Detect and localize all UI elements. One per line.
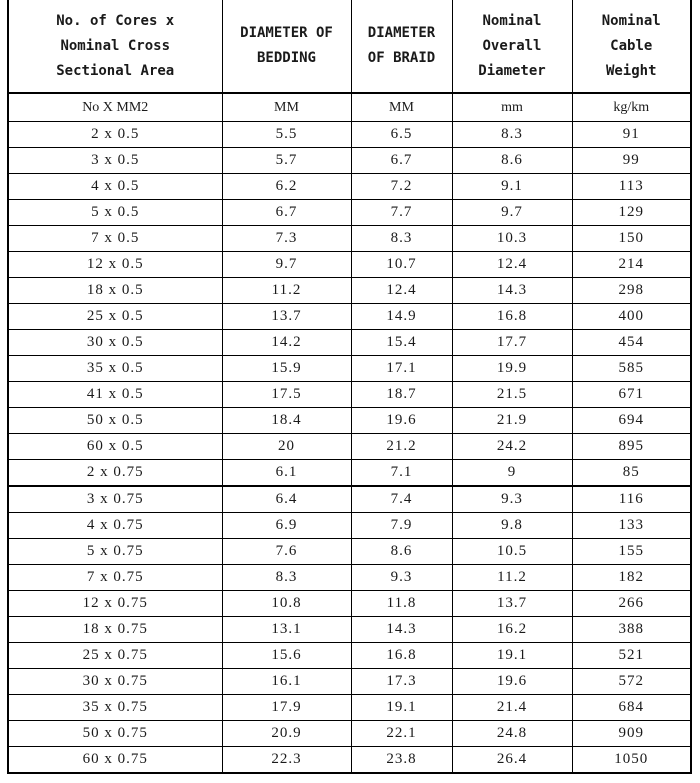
braid-diameter-cell: 17.1 xyxy=(351,356,452,382)
weight-cell: 694 xyxy=(572,408,691,434)
overall-diameter-cell: 14.3 xyxy=(452,278,572,304)
weight-cell: 182 xyxy=(572,565,691,591)
weight-cell: 116 xyxy=(572,486,691,513)
size-cell: 4 x 0.75 xyxy=(8,513,222,539)
header-overall-diameter: Nominal Overall Diameter xyxy=(452,0,572,93)
bedding-diameter-cell: 20.9 xyxy=(222,721,351,747)
bedding-diameter-cell: 16.1 xyxy=(222,669,351,695)
braid-diameter-cell: 14.3 xyxy=(351,617,452,643)
size-cell: 60 x 0.5 xyxy=(8,434,222,460)
size-cell: 30 x 0.75 xyxy=(8,669,222,695)
weight-cell: 214 xyxy=(572,252,691,278)
size-cell: 7 x 0.5 xyxy=(8,226,222,252)
bedding-diameter-cell: 20 xyxy=(222,434,351,460)
weight-cell: 85 xyxy=(572,460,691,487)
cable-spec-table-container xyxy=(7,0,692,774)
overall-diameter-cell: 13.7 xyxy=(452,591,572,617)
weight-cell: 400 xyxy=(572,304,691,330)
braid-diameter-cell: 7.1 xyxy=(351,460,452,487)
bedding-diameter-cell: 18.4 xyxy=(222,408,351,434)
overall-diameter-cell: 19.1 xyxy=(452,643,572,669)
bedding-diameter-cell: 13.7 xyxy=(222,304,351,330)
table-row xyxy=(8,382,691,408)
braid-diameter-cell: 9.3 xyxy=(351,565,452,591)
weight-cell: 150 xyxy=(572,226,691,252)
header-diameter-bedding: DIAMETER OF BEDDING xyxy=(222,0,351,93)
bedding-diameter-cell: 15.6 xyxy=(222,643,351,669)
bedding-diameter-cell: 7.6 xyxy=(222,539,351,565)
cable-spec-table xyxy=(7,0,692,774)
braid-diameter-cell: 18.7 xyxy=(351,382,452,408)
table-row xyxy=(8,148,691,174)
weight-cell: 99 xyxy=(572,148,691,174)
braid-diameter-cell: 23.8 xyxy=(351,747,452,774)
overall-diameter-cell: 16.2 xyxy=(452,617,572,643)
bedding-diameter-cell: 6.2 xyxy=(222,174,351,200)
braid-diameter-cell: 21.2 xyxy=(351,434,452,460)
weight-cell: 266 xyxy=(572,591,691,617)
bedding-diameter-cell: 17.9 xyxy=(222,695,351,721)
braid-diameter-cell: 8.6 xyxy=(351,539,452,565)
table-row xyxy=(8,643,691,669)
braid-diameter-cell: 7.2 xyxy=(351,174,452,200)
table-row xyxy=(8,330,691,356)
weight-cell: 129 xyxy=(572,200,691,226)
table-row xyxy=(8,513,691,539)
bedding-diameter-cell: 5.5 xyxy=(222,122,351,148)
size-cell: 5 x 0.75 xyxy=(8,539,222,565)
braid-diameter-cell: 16.8 xyxy=(351,643,452,669)
braid-diameter-cell: 7.7 xyxy=(351,200,452,226)
braid-diameter-cell: 12.4 xyxy=(351,278,452,304)
header-row xyxy=(8,0,691,93)
overall-diameter-cell: 9.7 xyxy=(452,200,572,226)
bedding-diameter-cell: 9.7 xyxy=(222,252,351,278)
braid-diameter-cell: 7.9 xyxy=(351,513,452,539)
weight-cell: 521 xyxy=(572,643,691,669)
weight-cell: 671 xyxy=(572,382,691,408)
weight-cell: 113 xyxy=(572,174,691,200)
bedding-diameter-cell: 6.7 xyxy=(222,200,351,226)
overall-diameter-cell: 24.8 xyxy=(452,721,572,747)
size-cell: 50 x 0.5 xyxy=(8,408,222,434)
braid-diameter-cell: 22.1 xyxy=(351,721,452,747)
overall-diameter-cell: 10.5 xyxy=(452,539,572,565)
braid-diameter-cell: 6.5 xyxy=(351,122,452,148)
overall-diameter-cell: 9.3 xyxy=(452,486,572,513)
bedding-diameter-cell: 13.1 xyxy=(222,617,351,643)
bedding-diameter-cell: 5.7 xyxy=(222,148,351,174)
size-cell: 35 x 0.5 xyxy=(8,356,222,382)
bedding-diameter-cell: 17.5 xyxy=(222,382,351,408)
overall-diameter-cell: 9.1 xyxy=(452,174,572,200)
unit-cell: No X MM2 xyxy=(8,93,222,122)
size-cell: 41 x 0.5 xyxy=(8,382,222,408)
overall-diameter-cell: 21.4 xyxy=(452,695,572,721)
braid-diameter-cell: 19.6 xyxy=(351,408,452,434)
size-cell: 18 x 0.5 xyxy=(8,278,222,304)
weight-cell: 133 xyxy=(572,513,691,539)
header-cores-cross-section: No. of Cores x Nominal Cross Sectional Area xyxy=(8,0,222,93)
size-cell: 30 x 0.5 xyxy=(8,330,222,356)
size-cell: 25 x 0.5 xyxy=(8,304,222,330)
overall-diameter-cell: 17.7 xyxy=(452,330,572,356)
bedding-diameter-cell: 10.8 xyxy=(222,591,351,617)
bedding-diameter-cell: 6.4 xyxy=(222,486,351,513)
weight-cell: 684 xyxy=(572,695,691,721)
bedding-diameter-cell: 8.3 xyxy=(222,565,351,591)
weight-cell: 572 xyxy=(572,669,691,695)
table-row xyxy=(8,174,691,200)
unit-cell: MM xyxy=(222,93,351,122)
table-row xyxy=(8,356,691,382)
overall-diameter-cell: 19.6 xyxy=(452,669,572,695)
size-cell: 25 x 0.75 xyxy=(8,643,222,669)
size-cell: 2 x 0.75 xyxy=(8,460,222,487)
braid-diameter-cell: 11.8 xyxy=(351,591,452,617)
header-cable-weight: Nominal Cable Weight xyxy=(572,0,691,93)
overall-diameter-cell: 8.3 xyxy=(452,122,572,148)
header-diameter-braid: DIAMETER OF BRAID xyxy=(351,0,452,93)
bedding-diameter-cell: 15.9 xyxy=(222,356,351,382)
braid-diameter-cell: 10.7 xyxy=(351,252,452,278)
table-row xyxy=(8,304,691,330)
size-cell: 35 x 0.75 xyxy=(8,695,222,721)
weight-cell: 909 xyxy=(572,721,691,747)
size-cell: 7 x 0.75 xyxy=(8,565,222,591)
unit-cell: kg/km xyxy=(572,93,691,122)
table-row xyxy=(8,617,691,643)
weight-cell: 454 xyxy=(572,330,691,356)
table-row xyxy=(8,747,691,774)
table-row xyxy=(8,408,691,434)
units-row xyxy=(8,93,691,122)
table-row xyxy=(8,695,691,721)
weight-cell: 155 xyxy=(572,539,691,565)
table-row xyxy=(8,721,691,747)
size-cell: 18 x 0.75 xyxy=(8,617,222,643)
size-cell: 3 x 0.5 xyxy=(8,148,222,174)
overall-diameter-cell: 26.4 xyxy=(452,747,572,774)
size-cell: 2 x 0.5 xyxy=(8,122,222,148)
size-cell: 12 x 0.5 xyxy=(8,252,222,278)
overall-diameter-cell: 21.9 xyxy=(452,408,572,434)
table-row xyxy=(8,278,691,304)
overall-diameter-cell: 10.3 xyxy=(452,226,572,252)
overall-diameter-cell: 19.9 xyxy=(452,356,572,382)
braid-diameter-cell: 17.3 xyxy=(351,669,452,695)
overall-diameter-cell: 11.2 xyxy=(452,565,572,591)
bedding-diameter-cell: 11.2 xyxy=(222,278,351,304)
braid-diameter-cell: 6.7 xyxy=(351,148,452,174)
weight-cell: 1050 xyxy=(572,747,691,774)
unit-cell: mm xyxy=(452,93,572,122)
braid-diameter-cell: 15.4 xyxy=(351,330,452,356)
overall-diameter-cell: 9 xyxy=(452,460,572,487)
braid-diameter-cell: 7.4 xyxy=(351,486,452,513)
weight-cell: 91 xyxy=(572,122,691,148)
overall-diameter-cell: 21.5 xyxy=(452,382,572,408)
overall-diameter-cell: 24.2 xyxy=(452,434,572,460)
bedding-diameter-cell: 6.1 xyxy=(222,460,351,487)
overall-diameter-cell: 9.8 xyxy=(452,513,572,539)
overall-diameter-cell: 12.4 xyxy=(452,252,572,278)
table-row xyxy=(8,122,691,148)
size-cell: 12 x 0.75 xyxy=(8,591,222,617)
bedding-diameter-cell: 14.2 xyxy=(222,330,351,356)
table-row xyxy=(8,539,691,565)
table-row xyxy=(8,591,691,617)
table-row xyxy=(8,460,691,487)
weight-cell: 298 xyxy=(572,278,691,304)
size-cell: 3 x 0.75 xyxy=(8,486,222,513)
braid-diameter-cell: 14.9 xyxy=(351,304,452,330)
table-row xyxy=(8,200,691,226)
table-row xyxy=(8,252,691,278)
unit-cell: MM xyxy=(351,93,452,122)
size-cell: 4 x 0.5 xyxy=(8,174,222,200)
braid-diameter-cell: 8.3 xyxy=(351,226,452,252)
table-row xyxy=(8,434,691,460)
bedding-diameter-cell: 22.3 xyxy=(222,747,351,774)
table-row xyxy=(8,565,691,591)
bedding-diameter-cell: 6.9 xyxy=(222,513,351,539)
size-cell: 5 x 0.5 xyxy=(8,200,222,226)
weight-cell: 585 xyxy=(572,356,691,382)
overall-diameter-cell: 8.6 xyxy=(452,148,572,174)
size-cell: 60 x 0.75 xyxy=(8,747,222,774)
weight-cell: 895 xyxy=(572,434,691,460)
braid-diameter-cell: 19.1 xyxy=(351,695,452,721)
bedding-diameter-cell: 7.3 xyxy=(222,226,351,252)
table-row xyxy=(8,669,691,695)
overall-diameter-cell: 16.8 xyxy=(452,304,572,330)
table-row xyxy=(8,226,691,252)
weight-cell: 388 xyxy=(572,617,691,643)
size-cell: 50 x 0.75 xyxy=(8,721,222,747)
table-row xyxy=(8,486,691,513)
